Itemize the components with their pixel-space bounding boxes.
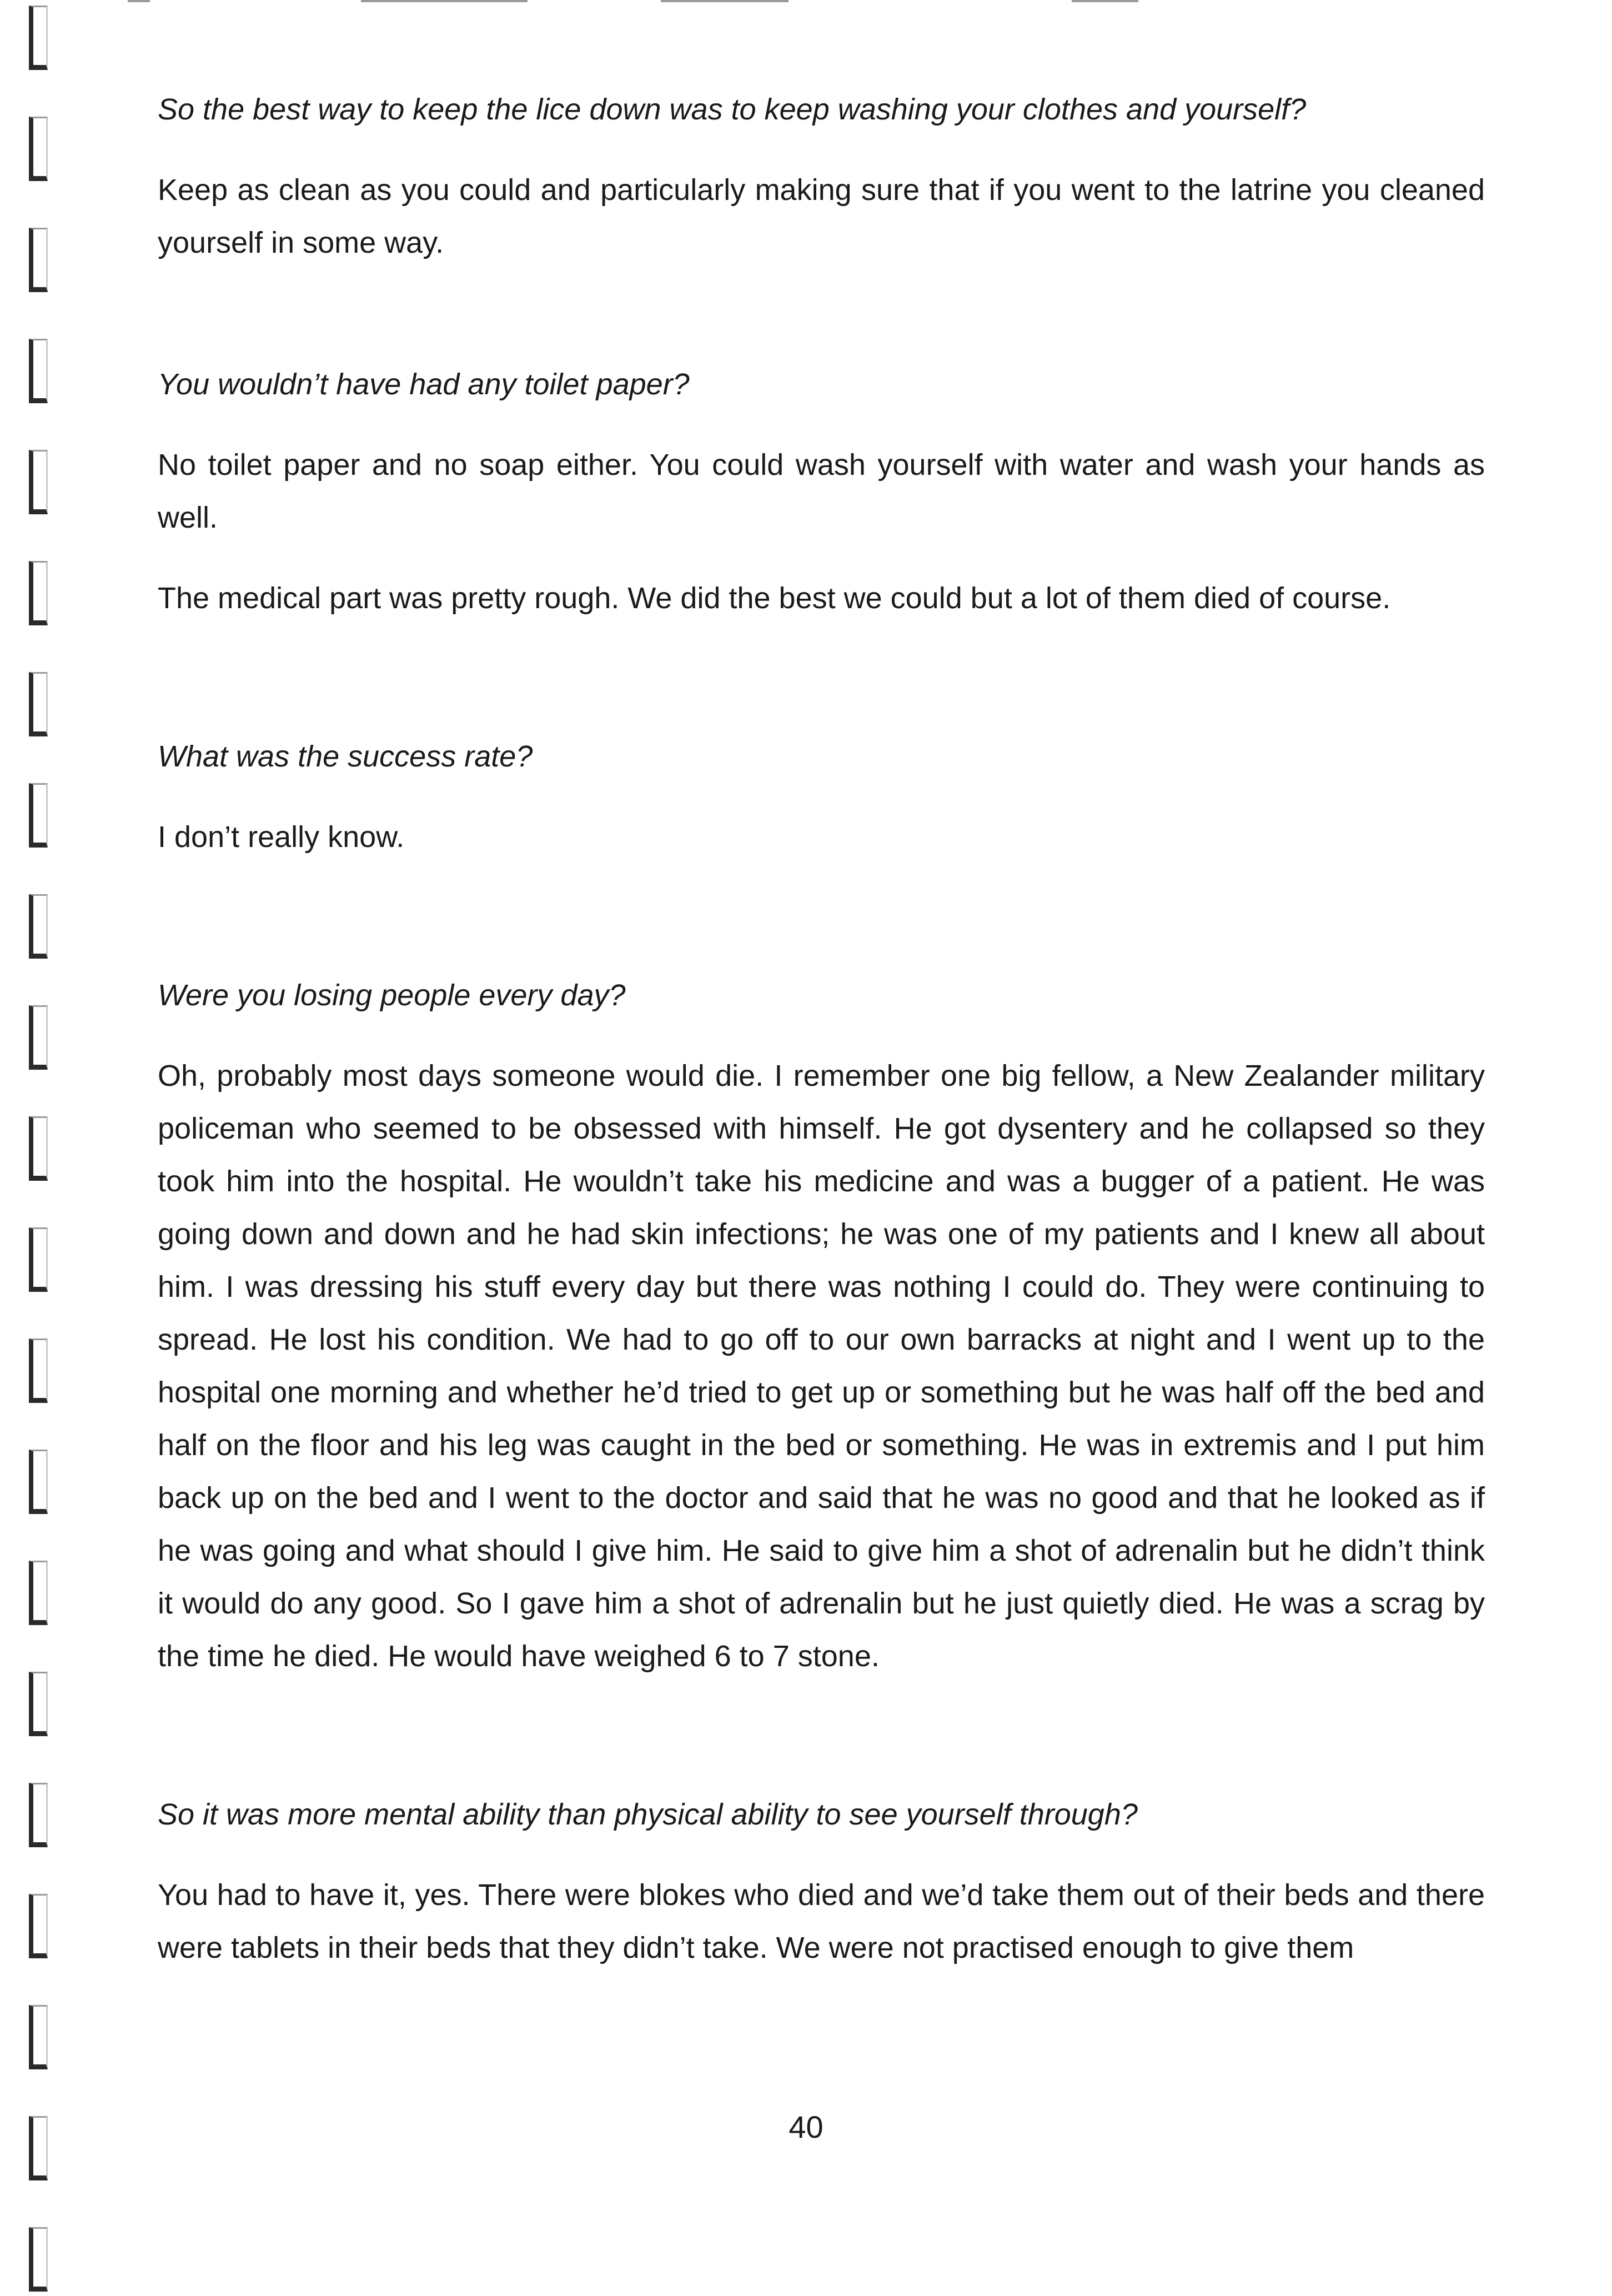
question-paragraph: You wouldn’t have had any toilet paper?	[158, 368, 690, 401]
page-top-edge	[128, 0, 1238, 3]
binding-ring-icon	[29, 1450, 48, 1514]
answer-paragraph: The medical part was pretty rough. We did the best we could but a lot of them died of course.	[158, 581, 1391, 615]
page-number: 40	[789, 2109, 823, 2144]
question-paragraph: Were you losing people every day?	[158, 979, 626, 1012]
answer-paragraph: Oh, probably most days someone would die. I remember one big fellow, a New Zealander military policeman who seemed to be obsessed with himself. He got dysentery and he collapsed so they took him into the hospital. He wouldn’t take his medicine and was a bugger of a patient. He was going down and down and he had skin infections; he was one of my patients and I knew all about him. I was dressing his stuff every day but there was nothing I could do. They were continuing to spread. He lost his condition. We had to go off to our own barracks at night and I went up to the hospital one morning and whether he’d tried to get up or something but he was half off the bed and half on the floor and his leg was caught in the bed or something. He was in extremis and I put him back up on the bed and I went to the doctor and said that he was no good and that he looked as if he was going and what should I give him. He said to give him a shot of adrenalin but he didn’t think it would do any good. So I gave him a shot of adrenalin but he just quietly died. He was a scrag by the time he died. He would have weighed 6 to 7 stone.	[158, 1059, 1485, 1673]
binding-ring-icon	[29, 6, 48, 70]
binding-ring-icon	[29, 2227, 48, 2292]
binding-ring-icon	[29, 1672, 48, 1736]
binding-ring-icon	[29, 561, 48, 625]
binding-ring-icon	[29, 1339, 48, 1403]
binding-ring-icon	[29, 1783, 48, 1847]
answer-paragraph: You had to have it, yes. There were blokes who died and we’d take them out of their beds and there were tablets in their beds that they didn’t take. We were not practised enough to give them	[158, 1878, 1485, 1964]
question-paragraph: So the best way to keep the lice down was to keep washing your clothes and yourself?	[158, 93, 1307, 126]
answer-paragraph: Keep as clean as you could and particularly making sure that if you went to the latrine you cleaned yourself in some way.	[158, 173, 1485, 259]
binding-ring-icon	[29, 894, 48, 959]
binding-ring-icon	[29, 1561, 48, 1625]
binding-ring-icon	[29, 339, 48, 403]
binding-ring-icon	[29, 1005, 48, 1070]
transcript-body	[158, 83, 1485, 1974]
binding-ring-icon	[29, 1116, 48, 1181]
binding-ring-icon	[29, 672, 48, 736]
binding-ring-icon	[29, 450, 48, 514]
binding-ring-icon	[29, 1227, 48, 1292]
question-paragraph: So it was more mental ability than physical ability to see yourself through?	[158, 1798, 1138, 1831]
binding-ring-icon	[29, 783, 48, 848]
binding-ring-icon	[29, 228, 48, 292]
question-paragraph: What was the success rate?	[158, 740, 533, 773]
binding-ring-icon	[29, 2005, 48, 2069]
binding-ring-icon	[29, 117, 48, 181]
spiral-binding	[0, 0, 83, 2296]
answer-paragraph: I don’t really know.	[158, 820, 405, 854]
binding-ring-icon	[29, 1894, 48, 1958]
answer-paragraph: No toilet paper and no soap either. You could wash yourself with water and wash your hands as well.	[158, 448, 1485, 534]
